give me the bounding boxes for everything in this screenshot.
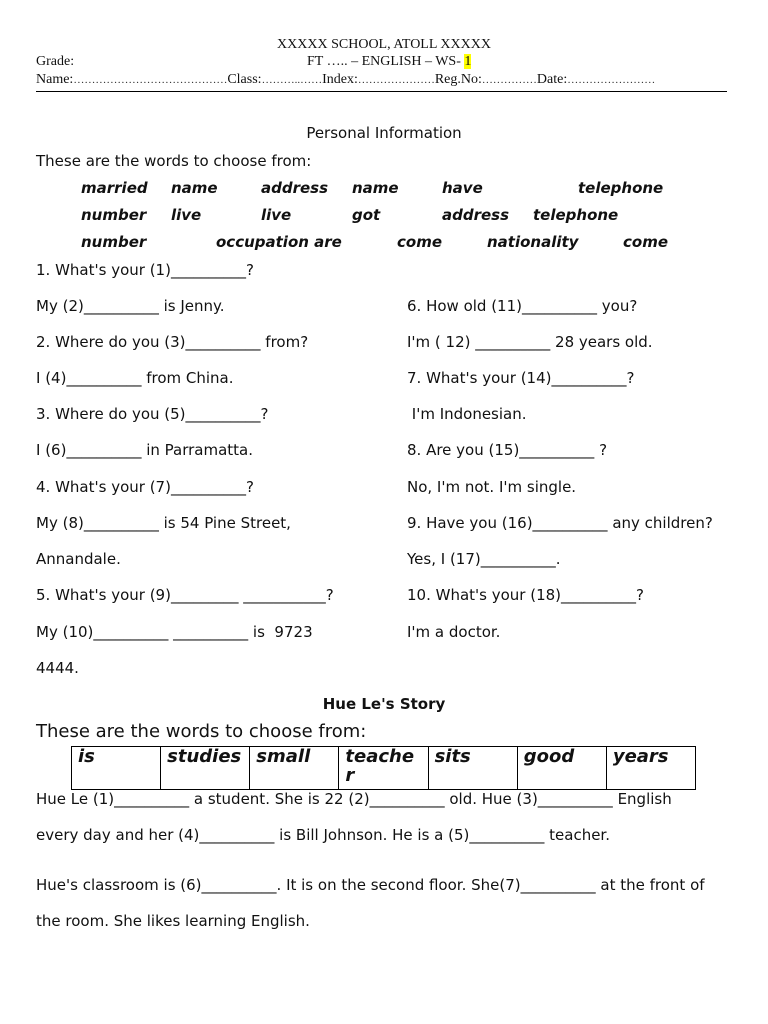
word-bank-item: occupation are — [216, 233, 342, 251]
class-label: Class: — [227, 72, 262, 87]
section-title-story: Hue Le's Story — [322, 695, 446, 713]
answer-line: My (10)__________ __________ is 9723 — [36, 623, 313, 641]
answer-line: My (8)__________ is 54 Pine Street, — [36, 514, 291, 532]
answer-line: I (4)__________ from China. — [36, 369, 234, 387]
question-line: 7. What's your (14)__________? — [407, 369, 635, 387]
story-line: every day and her (4)__________ is Bill Johnson. He is a (5)__________ teacher. — [36, 826, 610, 844]
story-line: Hue's classroom is (6)__________. It is on the second floor. She(7)__________ at the front of — [36, 876, 705, 894]
story-word-cell: good — [517, 747, 606, 790]
date-label: Date: — [536, 72, 568, 87]
answer-line: No, I'm not. I'm single. — [407, 478, 577, 496]
question-line: 2. Where do you (3)__________ from? — [36, 333, 309, 351]
question-line: 10. What's your (18)__________? — [407, 586, 644, 604]
answer-line: My (2)__________ is Jenny. — [36, 297, 225, 315]
story-word-cell: small — [250, 747, 339, 790]
word-bank-item: come — [397, 233, 442, 251]
story-word-bank-table — [71, 746, 696, 790]
story-word-bank-instruction: These are the words to choose from: — [36, 721, 367, 742]
word-bank-item: name — [171, 179, 218, 197]
word-bank-instruction: These are the words to choose from: — [36, 152, 312, 170]
answer-line: 4444. — [36, 659, 79, 677]
question-line: 8. Are you (15)__________ ? — [407, 441, 608, 459]
name-field[interactable]: …………………………………… — [73, 74, 228, 86]
index-field[interactable]: ………………… — [357, 74, 435, 86]
answer-line: I'm Indonesian. — [407, 405, 527, 423]
worksheet-number: 1 — [464, 54, 472, 69]
word-bank-item: number — [81, 206, 147, 224]
section-title-personal-info: Personal Information — [306, 124, 462, 142]
word-bank-item: come — [623, 233, 668, 251]
story-word-cell: is — [72, 747, 161, 790]
school-name: XXXXX SCHOOL, ATOLL XXXXX — [277, 37, 491, 52]
answer-line: I (6)__________ in Parramatta. — [36, 441, 254, 459]
worksheet-title — [307, 54, 471, 70]
name-label: Name: — [36, 72, 74, 87]
question-line: 1. What's your (1)__________? — [36, 261, 254, 279]
story-word-cell: years — [606, 747, 695, 790]
word-bank-item: got — [352, 206, 381, 224]
index-label: Index: — [322, 72, 358, 87]
word-bank-item: name — [352, 179, 399, 197]
header-divider — [36, 91, 727, 92]
question-line: 9. Have you (16)__________ any children? — [407, 514, 713, 532]
story-line: the room. She likes learning English. — [36, 912, 310, 930]
question-line: 4. What's your (7)__________? — [36, 478, 254, 496]
story-line: Hue Le (1)__________ a student. She is 22 (2)__________ old. Hue (3)__________ English — [36, 790, 672, 808]
date-field[interactable]: …………………… — [567, 74, 656, 86]
word-bank-item: address — [261, 179, 329, 197]
word-bank-item: nationality — [487, 233, 579, 251]
student-info-line — [36, 72, 655, 88]
grade-label: Grade: — [36, 54, 75, 69]
worksheet-prefix: FT ….. – ENGLISH – WS- — [307, 54, 465, 69]
answer-line: Yes, I (17)__________. — [407, 550, 561, 568]
word-bank-item: telephone — [578, 179, 664, 197]
answer-line: Annandale. — [36, 550, 121, 568]
word-bank-item: number — [81, 233, 147, 251]
word-bank-item: have — [442, 179, 483, 197]
word-bank-item: live — [171, 206, 202, 224]
word-bank-item: address — [442, 206, 510, 224]
question-line: 6. How old (11)__________ you? — [407, 297, 638, 315]
answer-line: I'm a doctor. — [407, 623, 501, 641]
regno-label: Reg.No: — [434, 72, 482, 87]
question-line: 5. What's your (9)_________ ___________? — [36, 586, 334, 604]
word-bank-item: live — [261, 206, 292, 224]
story-word-cell: studies — [161, 747, 250, 790]
question-line: 3. Where do you (5)__________? — [36, 405, 269, 423]
regno-field[interactable]: …………… — [481, 74, 537, 86]
word-bank-item: telephone — [533, 206, 619, 224]
class-field[interactable]: ………..…… — [261, 74, 323, 86]
answer-line: I'm ( 12) __________ 28 years old. — [407, 333, 653, 351]
story-word-cell: sits — [428, 747, 517, 790]
story-word-cell: teache r — [339, 747, 428, 790]
word-bank-item: married — [81, 179, 148, 197]
